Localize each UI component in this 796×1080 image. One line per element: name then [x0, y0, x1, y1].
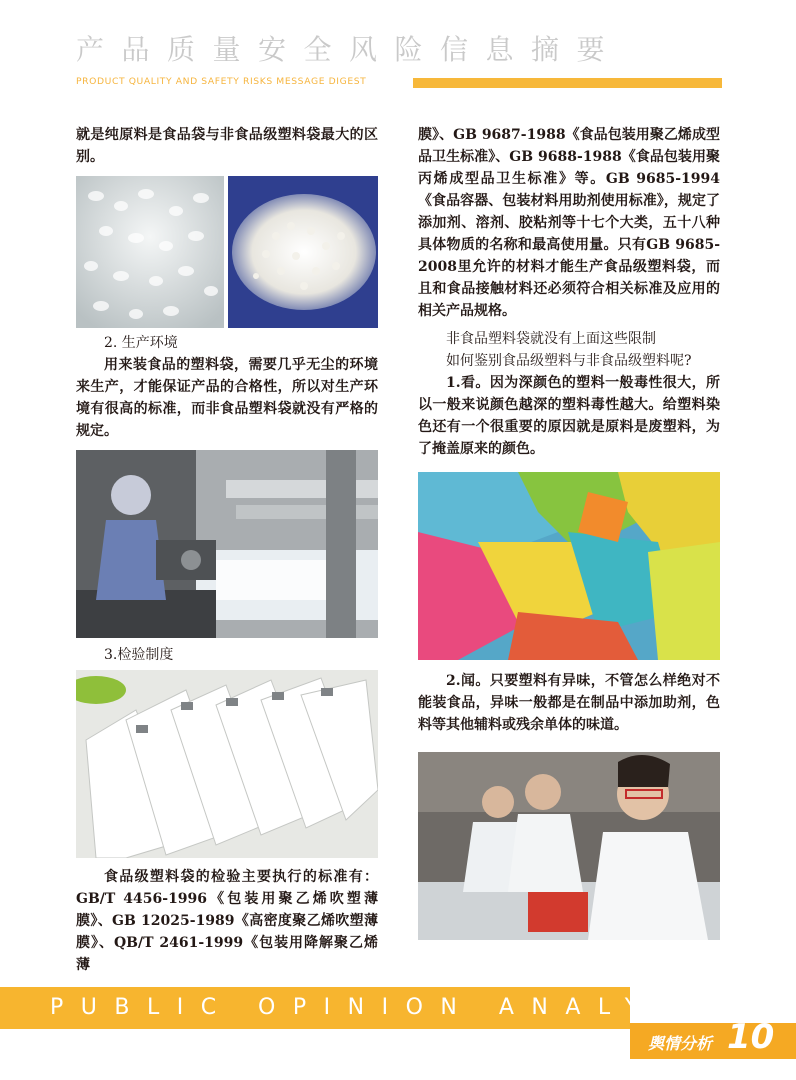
colored-plastic-bags-image [418, 472, 720, 660]
standards-documents-photo [76, 670, 378, 858]
footer-section-tag [630, 1017, 796, 1059]
right-column [418, 124, 720, 940]
paragraph: 食品级塑料袋的检验主要执行的标准有：GB/T 4456-1996《包装用聚乙烯吹塑薄膜》、GB 12025-1989《高密度聚乙烯吹塑薄膜》、QB/T 2461-1999《包装用降解聚乙烯薄 [76, 869, 378, 973]
factory-worker-photo [76, 450, 378, 638]
plastic-pellets-image [76, 176, 378, 328]
paragraph: 如何鉴别食品级塑料与非食品级塑料呢? [446, 353, 692, 369]
lab-inspection-image [418, 752, 720, 940]
footer [0, 987, 796, 1080]
section-heading: 3.检验制度 [104, 647, 174, 663]
plastic-pellets-photo [76, 176, 378, 328]
footer-band-text: PUBLIC OPINION ANALYSIS [50, 995, 743, 1020]
paragraph: 用来装食品的塑料袋，需要几乎无尘的环境来生产，才能保证产品的合格性，所以对生产环境有很高的标准，而非食品塑料袋就没有严格的规定。 [76, 357, 378, 439]
page-number: 10 [727, 1017, 775, 1057]
footer-band [0, 987, 743, 1029]
paragraph: 2.闻。只要塑料有异味，不管怎么样绝对不能装食品，异味一般都是在制品中添加助剂，色料等其他辅料或残余单体的味道。 [418, 673, 720, 733]
paragraph: 非食品塑料袋就没有上面这些限制 [446, 331, 656, 347]
factory-machine-image [76, 450, 378, 638]
section-heading: 2. 生产环境 [104, 335, 178, 351]
left-column [76, 124, 378, 976]
header-subtitle: PRODUCT QUALITY AND SAFETY RISKS MESSAGE DIGEST [76, 76, 367, 87]
colored-plastic-bags-photo [418, 472, 720, 660]
lab-inspection-photo [418, 752, 720, 940]
section-label: 舆情分析 [648, 1034, 713, 1053]
paragraph: 1.看。因为深颜色的塑料一般毒性很大，所以一般来说颜色越深的塑料毒性越大。给塑料染色还有一个很重要的原因就是原料是废塑料，为了掩盖原来的颜色。 [418, 375, 720, 457]
standards-documents-image [76, 670, 378, 858]
header-title: 产品质量安全风险信息摘要 [76, 33, 623, 66]
paragraph: 膜》、GB 9687-1988《食品包装用聚乙烯成型品卫生标准》、GB 9688-1988《食品包装用聚丙烯成型品卫生标准》等。GB 9685-1994《食品容器、包装材料用助剂使用标准》，规定了添加剂、溶剂、胶粘剂等十七个大类，五十八种具体物质的名称和最高使用量。只有GB 9685-2008里允许的材料才能生产食品级塑料袋，而且和食品接触材料还必须符合相关标准及应用的相关产品规格。 [418, 127, 720, 319]
paragraph: 就是纯原料是食品袋与非食品级塑料袋最大的区别。 [76, 127, 378, 165]
header-accent-bar [413, 78, 722, 88]
